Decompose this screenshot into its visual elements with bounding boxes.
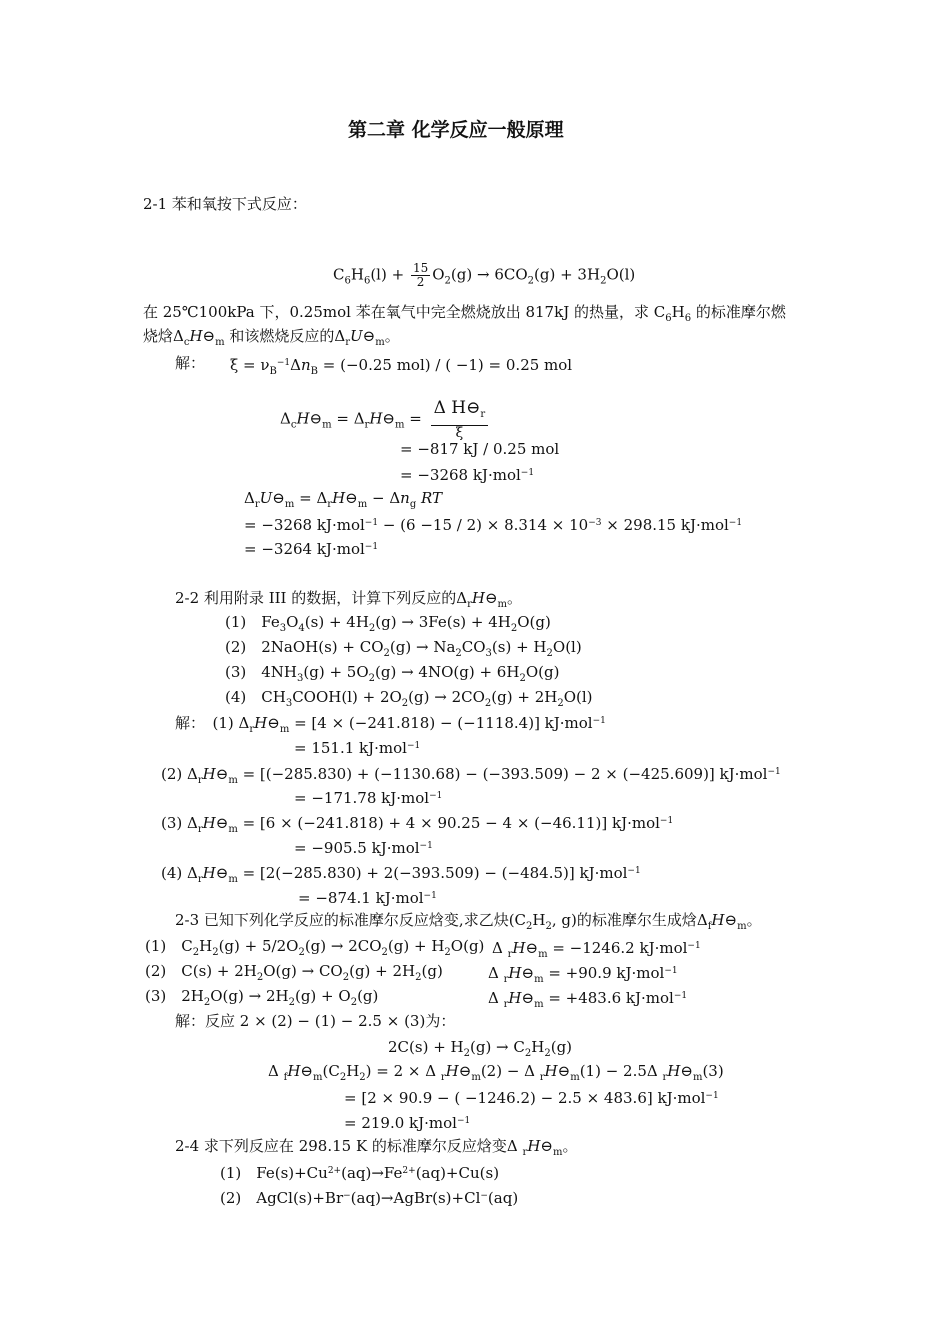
solution-2-1-step2: = −817 kJ / 0.25 mol [400,440,560,458]
solution-2-1-enthalpy: $\Delta_cH⊖_m$ = $\Delta_rH⊖_m$ = $\frac{\Delta H⊖_r}{\xi}$ [280,398,488,441]
page-title: 第二章 化学反应一般原理 [348,119,564,141]
solution-2-3-intro: 解：反应 2 × (2) − (1) − 2.5 × (3)为： [175,1012,456,1030]
solution-2-3-formula: Δ $_fH⊖_m(C_2H_2) = 2 \times \Delta$ $_rH⊖_m(2) - \Delta$ $_rH⊖_m(1) - 2.5\Delta$ $_rH⊖_m(3)$ [268,1062,724,1083]
given-enthalpy-2: Δ $_rH⊖_m = +90.9$ kJ·mol$^{-1}$ [488,964,678,985]
reaction-2-4-2: (2) AgCl(s)+Br−(aq)→AgBr(s)+Cl−(aq) [220,1189,519,1207]
reaction-2-2-3: (3) $4NH_3(g) + 5O_2(g) \to 4NO(g) + 6H_2O(g)$ [225,663,560,684]
fraction-dh-over-xi: $\frac{\Delta H⊖_r}{\xi}$ [431,398,489,441]
answer-2-2-3-result: = −905.5 kJ·mol$^{-1}$ [294,839,433,857]
solution-2-3-reaction: $2C(s) + H_2(g) \to C_2H_2(g)$ [388,1038,573,1059]
question-2-1-line2: 烧焓$\Delta_cH⊖_m$ 和该燃烧反应的$\Delta_rU⊖_m$。 [143,327,400,348]
answer-2-2-4-result: = −874.1 kJ·mol$^{-1}$ [298,889,437,907]
given-reaction-3: (3) $2H_2O(g) \to 2H_2(g) + O_2(g)$ [145,987,379,1008]
answer-2-2-4: (4) $\Delta_rH⊖_m = [2(-285.830) + 2(-393.509) - (-484.5)]$ kJ·mol$^{-1}$ [161,864,641,885]
reaction-2-2-4: (4) $CH_3COOH(l) + 2O_2(g) \to 2CO_2(g) + 2H_2O(l)$ [225,688,593,709]
answer-2-2-2-result: = −171.78 kJ·mol$^{-1}$ [294,789,443,807]
solution-2-1-step4: = −3268 $kJ\cdot mol^{-1} - (6 -15 / 2) \times 8.314 \times 10^{-3} \times 298.15$ kJ·mol$^{-1}$ [244,516,743,534]
answer-2-2-3: (3) $\Delta_rH⊖_m = [6 \times (-241.818) + 4 \times 90.25 - 4 \times (-46.11)]$ kJ·mol$^{-1}$ [161,814,674,835]
given-reaction-2: (2) $C(s) + 2H_2O(g) \to CO_2(g) + 2H_2(g)$ [145,962,443,983]
solution-2-3-result: = 219.0 kJ·mol$^{-1}$ [344,1114,471,1132]
reaction-2-2-1: (1) $Fe_3O_4(s) + 4H_2(g) \to 3Fe(s) + 4H_2O(g)$ [225,613,551,634]
solution-2-1-label: 解： [175,354,206,372]
problem-2-2-heading: 2-2 利用附录 III 的数据，计算下列反应的$\Delta_rH⊖_m$。 [175,589,523,610]
answer-2-2-2: (2) $\Delta_rH⊖_m = [(-285.830) + (-1130.68) - (-393.509) - 2 \times (-425.609)]$ kJ·mol$^{-1}$ [161,765,781,786]
fraction-15-2: $\frac{15}{2}$ [412,261,429,289]
answer-2-2-1-result: = 151.1 kJ·mol$^{-1}$ [294,739,421,757]
given-reaction-1: (1) $C_2H_2(g) + 5/2O_2(g) \to 2CO_2(g) + H_2O(g)$ [145,937,485,958]
reaction-2-4-1: (1) $Fe(s)+Cu^{2+}(aq)\to Fe^{2+}(aq)+Cu(s)$ [220,1164,500,1182]
problem-2-1-heading: 2-1 苯和氧按下式反应： [143,195,307,213]
equation-2-1: $C_6H_6(l)$ + $\frac{15}{2}$ $O_2(g) \to 6CO_2(g) + 3H_2O(l)$ [333,261,636,289]
problem-2-3-heading: 2-3 已知下列化学反应的标准摩尔反应焓变,求乙炔($C_2H_2$, g)的标准摩尔生成焓$\Delta_fH⊖_m$。 [175,911,762,932]
reaction-2-2-2: (2) 2NaOH(s) + $CO_2(g) \to Na_2CO_3(s) + H_2O(l)$ [225,638,582,659]
problem-2-4-heading: 2-4 求下列反应在 298.15 K 的标准摩尔反应焓变Δ $_rH⊖_m$。 [175,1137,578,1158]
given-enthalpy-1: Δ $_rH⊖_m = -1246.2$ kJ·mol$^{-1}$ [492,939,701,960]
solution-2-3-step: = [2 × 90.9 − ( −1246.2) − 2.5 × 483.6] kJ·mol$^{-1}$ [344,1089,719,1107]
solution-2-1-step3: = −3268 kJ·mol$^{-1}$ [400,466,535,484]
solution-2-1-xi: $\xi = \nu_B^{-1}\Delta n_B = (-0.25$ mol) / ( −1) = 0.25 mol [230,356,573,377]
answer-2-2-1: 解： (1) $\Delta_rH⊖_m = [4 \times (-241.818) - (-1118.4)]$ kJ·mol$^{-1}$ [175,714,606,735]
solution-2-1-result: = −3264 kJ·mol$^{-1}$ [244,540,379,558]
given-enthalpy-3: Δ $_rH⊖_m = +483.6$ kJ·mol$^{-1}$ [488,989,688,1010]
solution-2-1-internal-energy: $\Delta_rU⊖_m$ = $\Delta_rH⊖_m - \Delta n_g$ RT [244,489,443,510]
question-2-1-line1: 在 25℃100kPa 下，0.25mol 苯在氧气中完全燃烧放出 817kJ 的热量，求 $C_6H_6$ 的标准摩尔燃 [143,303,786,324]
